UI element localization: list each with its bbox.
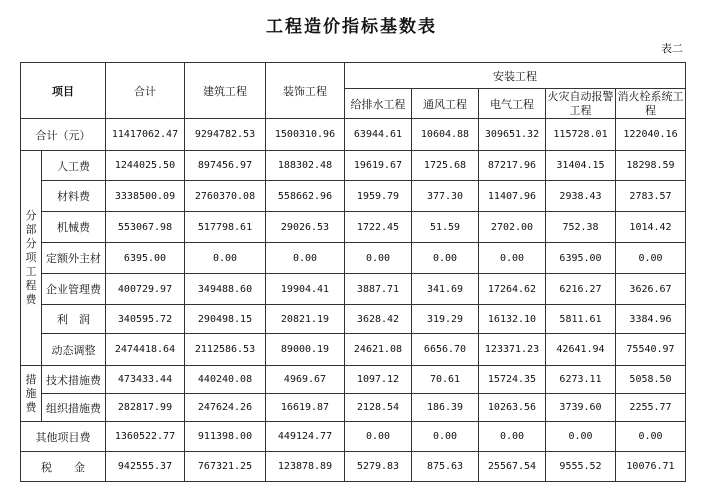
cell: 2702.00 bbox=[479, 212, 546, 243]
cell: 340595.72 bbox=[106, 305, 185, 334]
cell: 186.39 bbox=[412, 394, 479, 422]
cell: 18298.59 bbox=[616, 151, 686, 181]
cost-index-table bbox=[20, 62, 686, 482]
table-number: 表二 bbox=[661, 42, 683, 55]
cell: 1959.79 bbox=[345, 181, 412, 212]
header-ventilation: 通风工程 bbox=[412, 89, 479, 119]
cell: 341.69 bbox=[412, 274, 479, 305]
row-label: 其他项目费 bbox=[21, 422, 106, 452]
cell: 15724.35 bbox=[479, 366, 546, 394]
page-title: 工程造价指标基数表 bbox=[266, 17, 437, 37]
cell: 1014.42 bbox=[616, 212, 686, 243]
cell: 3384.96 bbox=[616, 305, 686, 334]
cell: 29026.53 bbox=[266, 212, 345, 243]
cell: 123878.89 bbox=[266, 452, 345, 482]
cell: 2112586.53 bbox=[185, 334, 266, 366]
cell: 767321.25 bbox=[185, 452, 266, 482]
cell: 63944.61 bbox=[345, 119, 412, 151]
row-label: 合计（元） bbox=[21, 119, 106, 151]
table-row bbox=[21, 334, 686, 366]
cell: 10263.56 bbox=[479, 394, 546, 422]
cell: 11407.96 bbox=[479, 181, 546, 212]
header-electrical: 电气工程 bbox=[479, 89, 546, 119]
cell: 1722.45 bbox=[345, 212, 412, 243]
header-decoration: 装饰工程 bbox=[266, 63, 345, 119]
cell: 319.29 bbox=[412, 305, 479, 334]
cell: 349488.60 bbox=[185, 274, 266, 305]
cell: 20821.19 bbox=[266, 305, 345, 334]
table-row bbox=[21, 305, 686, 334]
cell: 0.00 bbox=[345, 243, 412, 274]
cell: 9555.52 bbox=[546, 452, 616, 482]
cell: 31404.15 bbox=[546, 151, 616, 181]
table-row bbox=[21, 394, 686, 422]
cell: 17264.62 bbox=[479, 274, 546, 305]
table-row bbox=[21, 274, 686, 305]
cell: 282817.99 bbox=[106, 394, 185, 422]
cell: 75540.97 bbox=[616, 334, 686, 366]
cell: 51.59 bbox=[412, 212, 479, 243]
cell: 3739.60 bbox=[546, 394, 616, 422]
cell: 9294782.53 bbox=[185, 119, 266, 151]
cell: 0.00 bbox=[412, 422, 479, 452]
cell: 6656.70 bbox=[412, 334, 479, 366]
cell: 25567.54 bbox=[479, 452, 546, 482]
cell: 188302.48 bbox=[266, 151, 345, 181]
cell: 3626.67 bbox=[616, 274, 686, 305]
table-row bbox=[21, 119, 686, 151]
table-row bbox=[21, 151, 686, 181]
cell: 1097.12 bbox=[345, 366, 412, 394]
header-item: 项目 bbox=[21, 63, 106, 119]
cell: 19619.67 bbox=[345, 151, 412, 181]
row-label: 技术措施费 bbox=[42, 366, 106, 394]
cell: 42641.94 bbox=[546, 334, 616, 366]
cell: 377.30 bbox=[412, 181, 479, 212]
group-label-fenbu: 分 部 分 项 工 程 费 bbox=[21, 151, 42, 366]
cell: 449124.77 bbox=[266, 422, 345, 452]
cell: 16619.87 bbox=[266, 394, 345, 422]
cell: 0.00 bbox=[345, 422, 412, 452]
cell: 3338500.09 bbox=[106, 181, 185, 212]
cell: 5811.61 bbox=[546, 305, 616, 334]
header-hydrant-system: 消火栓系统工程 bbox=[617, 89, 684, 117]
cell: 0.00 bbox=[616, 422, 686, 452]
cell: 16132.10 bbox=[479, 305, 546, 334]
cell: 70.61 bbox=[412, 366, 479, 394]
header-fire-alarm: 火灾自动报警工程 bbox=[547, 89, 614, 117]
cell: 5279.83 bbox=[345, 452, 412, 482]
header-building: 建筑工程 bbox=[185, 63, 266, 119]
table-row bbox=[21, 181, 686, 212]
cell: 0.00 bbox=[546, 422, 616, 452]
cell: 6273.11 bbox=[546, 366, 616, 394]
table-row bbox=[21, 422, 686, 452]
cell: 400729.97 bbox=[106, 274, 185, 305]
cell: 942555.37 bbox=[106, 452, 185, 482]
cell: 123371.23 bbox=[479, 334, 546, 366]
cell: 752.38 bbox=[546, 212, 616, 243]
row-label: 利 润 bbox=[42, 305, 106, 334]
cell: 2783.57 bbox=[616, 181, 686, 212]
row-label: 定额外主材 bbox=[42, 243, 106, 274]
table-row bbox=[21, 366, 686, 394]
row-label: 动态调整 bbox=[42, 334, 106, 366]
cell: 2760370.08 bbox=[185, 181, 266, 212]
cell: 1244025.50 bbox=[106, 151, 185, 181]
cell: 5058.50 bbox=[616, 366, 686, 394]
cell: 473433.44 bbox=[106, 366, 185, 394]
cell: 875.63 bbox=[412, 452, 479, 482]
cell: 3887.71 bbox=[345, 274, 412, 305]
header-install: 安装工程 bbox=[345, 63, 686, 89]
cell: 0.00 bbox=[479, 422, 546, 452]
cell: 553067.98 bbox=[106, 212, 185, 243]
cell: 2128.54 bbox=[345, 394, 412, 422]
cell: 2474418.64 bbox=[106, 334, 185, 366]
cell: 1500310.96 bbox=[266, 119, 345, 151]
cell: 6395.00 bbox=[546, 243, 616, 274]
cell: 19904.41 bbox=[266, 274, 345, 305]
row-label: 机械费 bbox=[42, 212, 106, 243]
cell: 0.00 bbox=[412, 243, 479, 274]
row-label: 组织措施费 bbox=[42, 394, 106, 422]
header-total: 合计 bbox=[106, 63, 185, 119]
cell: 6395.00 bbox=[106, 243, 185, 274]
table-row bbox=[21, 212, 686, 243]
cell: 10604.88 bbox=[412, 119, 479, 151]
cell: 89000.19 bbox=[266, 334, 345, 366]
group-label-cuoshi: 措 施 费 bbox=[21, 366, 42, 422]
row-label: 人工费 bbox=[42, 151, 106, 181]
cell: 24621.08 bbox=[345, 334, 412, 366]
cell: 0.00 bbox=[266, 243, 345, 274]
row-label: 企业管理费 bbox=[42, 274, 106, 305]
table-row bbox=[21, 243, 686, 274]
cell: 0.00 bbox=[616, 243, 686, 274]
cell: 517798.61 bbox=[185, 212, 266, 243]
cell: 6216.27 bbox=[546, 274, 616, 305]
cell: 4969.67 bbox=[266, 366, 345, 394]
cell: 897456.97 bbox=[185, 151, 266, 181]
table-row bbox=[21, 452, 686, 482]
cell: 10076.71 bbox=[616, 452, 686, 482]
cell: 1360522.77 bbox=[106, 422, 185, 452]
cell: 558662.96 bbox=[266, 181, 345, 212]
cell: 115728.01 bbox=[546, 119, 616, 151]
cell: 2938.43 bbox=[546, 181, 616, 212]
row-label: 税 金 bbox=[21, 452, 106, 482]
row-label: 材料费 bbox=[42, 181, 106, 212]
cell: 0.00 bbox=[185, 243, 266, 274]
cell: 290498.15 bbox=[185, 305, 266, 334]
cell: 911398.00 bbox=[185, 422, 266, 452]
cell: 87217.96 bbox=[479, 151, 546, 181]
header-water-supply-drainage: 给排水工程 bbox=[345, 89, 412, 119]
cell: 1725.68 bbox=[412, 151, 479, 181]
cell: 122040.16 bbox=[616, 119, 686, 151]
cell: 309651.32 bbox=[479, 119, 546, 151]
cell: 440240.08 bbox=[185, 366, 266, 394]
cell: 2255.77 bbox=[616, 394, 686, 422]
cell: 3628.42 bbox=[345, 305, 412, 334]
cell: 11417062.47 bbox=[106, 119, 185, 151]
cell: 247624.26 bbox=[185, 394, 266, 422]
cell: 0.00 bbox=[479, 243, 546, 274]
